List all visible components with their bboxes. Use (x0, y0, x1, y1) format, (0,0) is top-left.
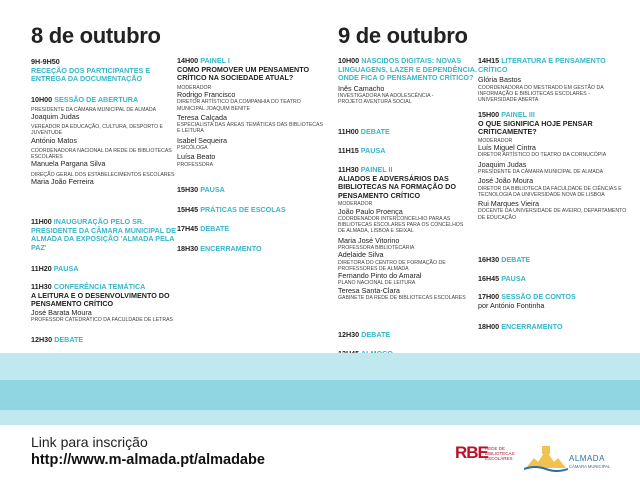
person-role: PROFESSORA BIBLIOTECÁRIA (338, 245, 415, 251)
session-title: CONFERÊNCIA TEMÁTICA (53, 282, 146, 291)
d2c1-debate2 (338, 331, 488, 340)
time-label: 11H30 (338, 165, 359, 174)
person-name: Teresa Santa-Clara (338, 285, 400, 295)
time-label: 10H00 (31, 95, 53, 104)
person-role: COORDENADOR INTERCONCELHIO PARA AS BIBLIOTECAS ESCOLARES PARA OS CONCELHOS DE ALMADA, LISBOA E SEIXAL (338, 215, 464, 235)
session-title: SESSÃO DE CONTOS (501, 292, 576, 301)
almada-crest-icon (524, 442, 568, 472)
moderator-label: MODERADOR (478, 137, 513, 144)
rbe-logo-text: REDE DE BIBLIOTECAS ESCOLARES (485, 446, 515, 462)
person-role: DIRETOR DA BIBLIOTECA DA FACULDADE DE CIÊNCIAS E TECNOLOGIA DA UNIVERSIDADE NOVA DE LISBOA (478, 185, 622, 198)
session-title: PAINEL III (501, 110, 535, 119)
person-role: DOCENTE DA UNIVERSIDADE DE AVEIRO, DEPARTAMENTO DE EDUCAÇÃO (478, 208, 627, 221)
almada-logo-subtitle: CÂMARA MUNICIPAL (569, 464, 611, 469)
session-title: DEBATE (501, 255, 531, 264)
person-name: Manuela Pargana Silva (31, 159, 106, 169)
d1c1-reception-text: RECEÇÃO DOS PARTICIPANTES E ENTREGA DA DOCUMENTAÇÃO (31, 65, 151, 84)
d1c1-inauguration (31, 218, 181, 252)
d2c2-closing (478, 323, 628, 332)
session-subtitle: A LEITURA E O DESENVOLVIMENTO DO PENSAMENTO CRÍTICO (31, 290, 170, 309)
session-subtitle: O QUE SIGNIFICA HOJE PENSAR CRITICAMENTE? (478, 118, 593, 137)
session-title: PRÁTICAS DE ESCOLAS (200, 205, 286, 214)
person-role: DIRETOR ARTÍSTICO DO TEATRO DA CORNUCÓPIA (478, 152, 607, 159)
session-title: INAUGURAÇÃO PELO SR. PRESIDENTE DA CÂMARA MUNICIPAL DE ALMADA DA EXPOSIÇÃO 'ALMADA PELA PAZ' (31, 217, 176, 252)
d2c1-panel2 (338, 166, 488, 301)
person-name: Inês Camacho (338, 83, 385, 93)
session-title: DEBATE (54, 335, 84, 344)
session-title: SESSÃO DE ABERTURA (54, 95, 139, 104)
person-role: ESPECIALISTA DAS ÁREAS TEMÁTICAS DAS BIBLIOTECAS E LEITURA (177, 122, 323, 135)
person-name: João Paulo Proença (338, 206, 403, 216)
person-name: Luís Miguel Cintra (478, 142, 536, 152)
person-role: VEREADOR DA EDUCAÇÃO, CULTURA, DESPORTO E JUVENTUDE (31, 124, 164, 137)
person-name: Rui Marques Vieira (478, 199, 539, 209)
session-title: PAUSA (360, 146, 386, 155)
person-role: COORDENADORA NACIONAL DA REDE DE BIBLIOTECAS ESCOLARES (31, 148, 172, 161)
time-label: 12H30 (338, 330, 360, 339)
person-name: José Barata Moura (31, 307, 92, 317)
person-name: Adelaide Silva (338, 250, 384, 260)
d1c2-closing (177, 245, 327, 254)
rbe-logo (455, 442, 525, 472)
time-label: 17H00 (478, 292, 500, 301)
time-label: 15H45 (177, 205, 199, 214)
d1c2-debate (177, 225, 327, 234)
almada-logo (524, 440, 624, 474)
person-role: DIREÇÃO GERAL DOS ESTABELECIMENTOS ESCOLARES (31, 171, 175, 178)
person-name: Joaquim Judas (478, 159, 527, 169)
session-subtitle: COMO PROMOVER UM PENSAMENTO CRÍTICO NA SOCIEDADE ATUAL? (177, 64, 310, 83)
d2c2-debate (478, 256, 628, 265)
time-label: 14H15 (478, 56, 500, 65)
person-role: PRESIDENTE DA CÂMARA MUNICIPAL DE ALMADA (31, 106, 157, 113)
session-title: PAINEL II (360, 165, 393, 174)
person-name: José João Moura (478, 176, 534, 186)
time-label: 18H30 (177, 244, 199, 253)
session-title: DEBATE (360, 127, 390, 136)
day2-title: 9 de outubro (338, 23, 468, 48)
session-title: DEBATE (200, 224, 230, 233)
time-label: 16H45 (478, 274, 500, 283)
d1c1-opening (31, 96, 181, 186)
time-label: 11H30 (31, 282, 52, 291)
session-title: DEBATE (361, 330, 391, 339)
person-role: COORDENADORA DO MESTRADO EM GESTÃO DA INFORMAÇÃO E BIBLIOTECAS ESCOLARES - UNIVERSIDADE ABERTA (478, 84, 604, 103)
decorative-band-strip (0, 380, 640, 410)
person-name: Isabel Sequeira (177, 135, 227, 145)
storyteller: por António Fontinha (478, 300, 545, 310)
time-label: 15H30 (177, 185, 199, 194)
d2c2-pause (478, 275, 628, 284)
session-title: PAINEL I (200, 56, 230, 65)
registration-link[interactable]: http://www.m-almada.pt/almadabe (31, 452, 265, 468)
session-title: ENCERRAMENTO (501, 322, 563, 331)
person-role: GABINETE DA REDE DE BIBLIOTECAS ESCOLARES (338, 295, 466, 302)
d1c2-pause (177, 186, 327, 195)
time-label: 10H00 (338, 56, 360, 65)
d2c1-pause (338, 147, 488, 156)
d1c1-debate (31, 336, 181, 345)
time-label: 11H00 (31, 217, 52, 226)
time-label: 12H30 (31, 335, 53, 344)
time-label: 9H-9H50 (31, 57, 60, 66)
person-name: Fernando Pinto do Amaral (338, 271, 422, 281)
time-label: 14H00 (177, 56, 199, 65)
registration-label: Link para inscrição (31, 434, 148, 450)
time-label: 18H00 (478, 322, 500, 331)
day1-title: 8 de outubro (31, 23, 161, 48)
person-name: Luísa Beato (177, 152, 216, 162)
d2c1-debate (338, 128, 488, 137)
session-title: PAUSA (53, 264, 79, 273)
time-label: 17H45 (177, 224, 199, 233)
time-label: 11H20 (31, 264, 52, 273)
time-label: 15H00 (478, 110, 500, 119)
session-title: PAUSA (501, 274, 526, 283)
d1c2-practices (177, 206, 327, 215)
session-subtitle: ALIADOS E ADVERSÁRIOS DAS BIBLIOTECAS NA FORMAÇÃO DO PENSAMENTO CRÍTICO (338, 173, 456, 200)
d1c1-pause (31, 265, 181, 274)
person-role: PLANO NACIONAL DE LEITURA (338, 280, 416, 287)
d1c2-panel1 (177, 57, 327, 168)
time-label: 11H15 (338, 146, 359, 155)
person-name: Maria João Ferreira (31, 177, 94, 187)
almada-logo-title: ALMADA (569, 454, 605, 463)
time-label: 11H00 (338, 127, 359, 136)
d2c2-literature (478, 57, 628, 103)
person-name: António Matos (31, 135, 77, 145)
rbe-logo-mark: RBE (455, 443, 488, 462)
person-role: PROFESSOR CATEDRÁTICO DA FACULDADE DE LETRAS (31, 317, 174, 324)
session-title: ENCERRAMENTO (200, 244, 262, 253)
person-role: DIRETORA DO CENTRO DE FORMAÇÃO DE PROFESSORES DE ALMADA (338, 259, 446, 272)
d2c2-panel3 (478, 111, 628, 221)
person-name: Glória Bastos (478, 75, 522, 85)
time-label: 16H30 (478, 255, 500, 264)
person-role: PROFESSORA (177, 161, 214, 168)
person-name: Maria José Vitorino (338, 235, 400, 245)
session-title: LITERATURA E PENSAMENTO CRÍTICO (478, 56, 606, 74)
session-title: PAUSA (200, 185, 225, 194)
moderator-label: MODERADOR (177, 84, 212, 91)
d1c1-reception (31, 58, 181, 84)
person-role: DIRETOR ARTÍSTICO DA COMPANHIA DO TEATRO MUNICIPAL JOAQUIM BENITE (177, 99, 301, 112)
moderator-label: MODERADOR (338, 201, 373, 208)
d1c1-conference (31, 283, 181, 323)
d2c2-stories (478, 293, 628, 310)
person-role: PSICÓLOGA (177, 145, 208, 152)
person-name: Joaquim Judas (31, 111, 80, 121)
session-title: NASCIDOS DIGITAIS: NOVAS LINGUAGENS, LAZER E DEPENDÊNCIA. ONDE FICA O PENSAMENTO CRÍTICO? (338, 56, 477, 83)
person-name: Teresa Calçada (177, 112, 227, 122)
person-role: INVESTIGADORA NA ADOLESCÊNCIA - PROJETO AVENTURA SOCIAL (338, 93, 434, 106)
d2c1-digital (338, 57, 488, 106)
person-role: PRESIDENTE DA CÂMARA MUNICIPAL DE ALMADA (478, 169, 604, 175)
person-name: Rodrigo Francisco (177, 89, 236, 99)
